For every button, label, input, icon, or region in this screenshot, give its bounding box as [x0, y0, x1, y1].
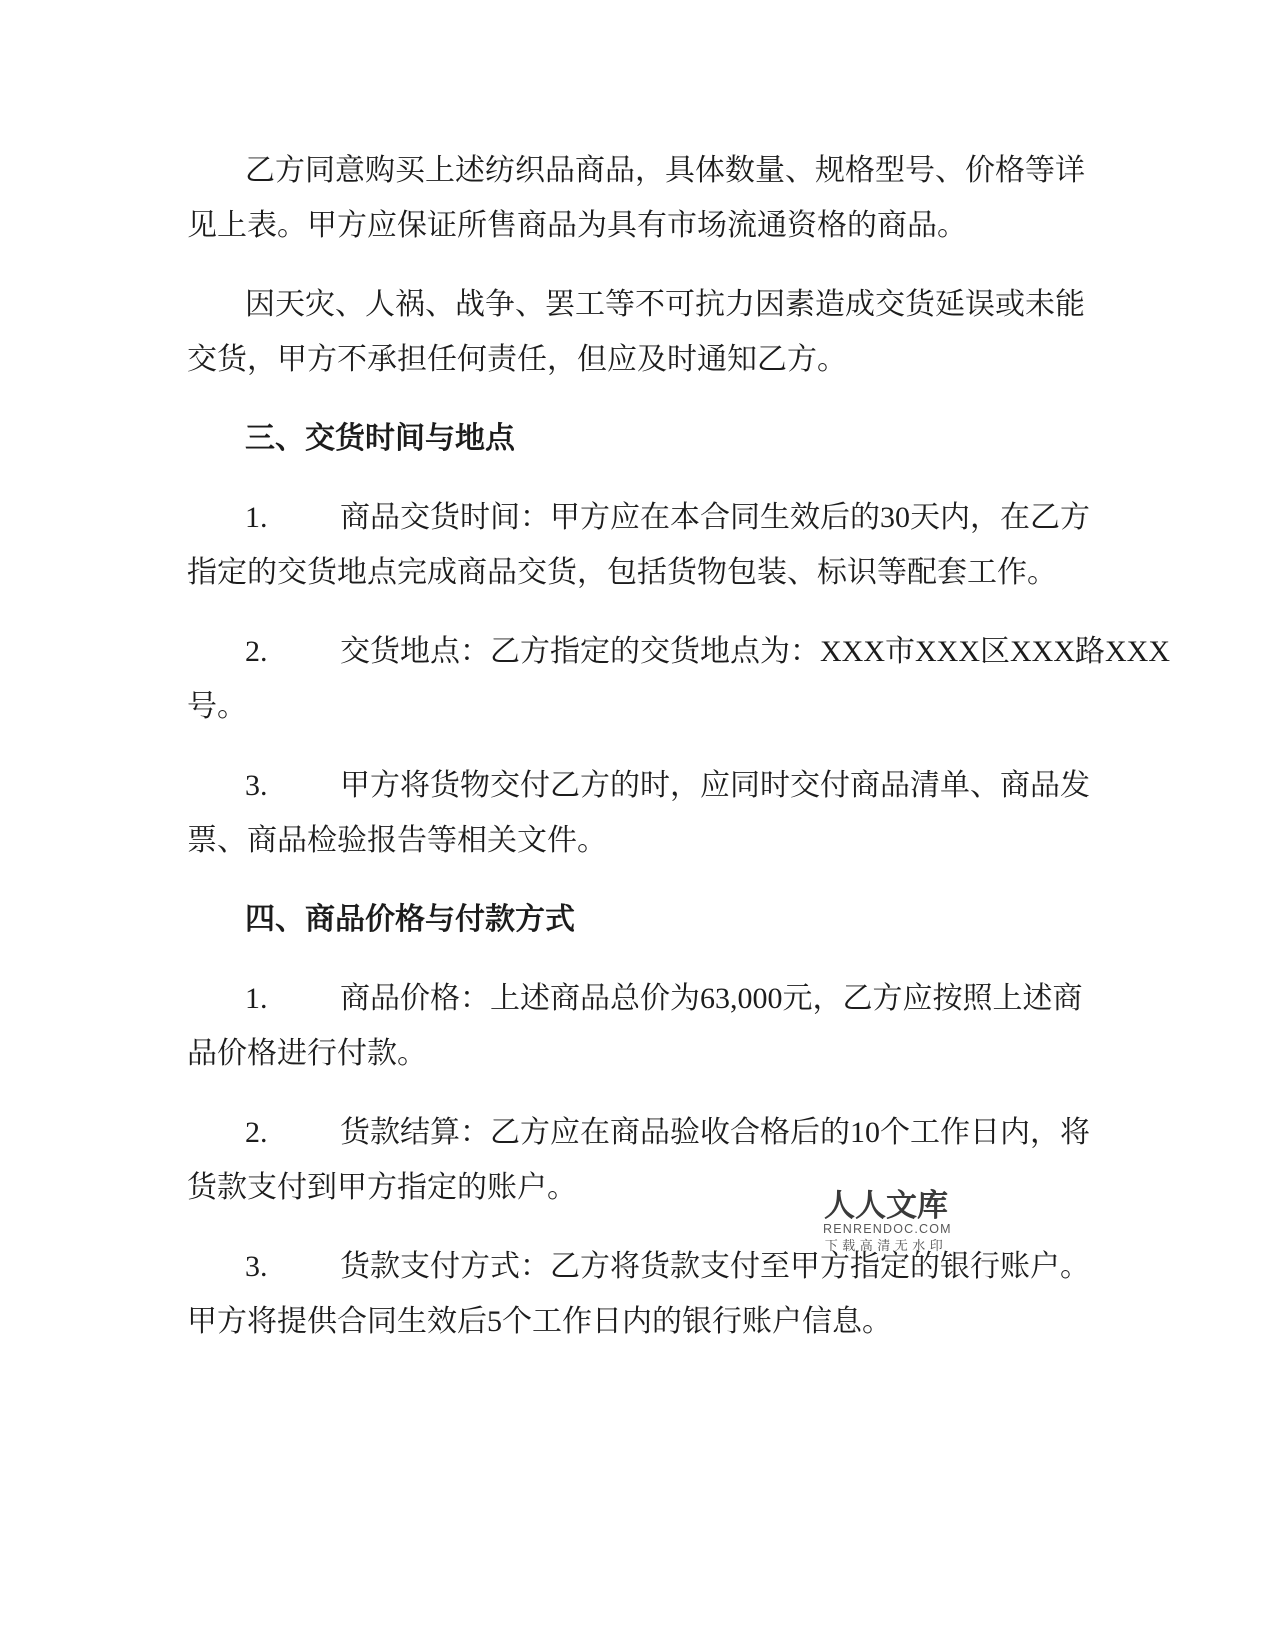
watermark-site-url: RENRENDOC.COM: [823, 1222, 952, 1236]
list-number: 3.: [245, 769, 268, 802]
list-item-first-line: [187, 971, 1089, 1026]
list-item-text: 货款结算：乙方应在商品验收合格后的10个工作日内，将: [340, 1116, 1090, 1149]
watermark: [823, 1188, 952, 1253]
list-item-text: 交货地点：乙方指定的交货地点为：XXX市XXX区XXX路XXX: [340, 635, 1170, 668]
list-item-text: 货款支付方式：乙方将货款支付至甲方指定的银行账户。: [340, 1250, 1090, 1283]
list-item-settlement: [187, 1105, 1089, 1215]
list-number: 3.: [245, 1250, 268, 1283]
watermark-logo-text: 人人文库: [824, 1188, 948, 1223]
list-item-continuation: 指定的交货地点完成商品交货，包括货物包装、标识等配套工作。: [187, 556, 1057, 589]
list-item-first-line: [187, 624, 1170, 679]
section-heading-delivery: [187, 411, 1089, 466]
list-item-first-line: [187, 1239, 1089, 1294]
list-item-continuation: 货款支付到甲方指定的账户。: [187, 1171, 577, 1204]
list-item-price: [187, 971, 1089, 1081]
list-number: 2.: [245, 635, 268, 668]
list-item-payment-method: [187, 1239, 1089, 1349]
section-heading-text: 四、商品价格与付款方式: [245, 903, 575, 936]
list-item-first-line: [187, 490, 1089, 545]
section-heading-text: 三、交货时间与地点: [245, 422, 515, 455]
list-item-delivery-documents: [187, 758, 1089, 868]
list-item-continuation: 甲方将提供合同生效后5个工作日内的银行账户信息。: [187, 1305, 892, 1338]
list-number: 1.: [245, 982, 268, 1015]
paragraph-line: 因天灾、人祸、战争、罢工等不可抗力因素造成交货延误或未能: [245, 288, 1085, 321]
list-number: 2.: [245, 1116, 268, 1149]
paragraph-force-majeure: [187, 277, 1089, 387]
paragraph-line: 乙方同意购买上述纺织品商品，具体数量、规格型号、价格等详: [245, 154, 1085, 187]
paragraph-agreement: [187, 143, 1089, 253]
list-item-first-line: [187, 758, 1089, 813]
section-heading-price-payment: [187, 892, 1089, 947]
list-item-first-line: [187, 1105, 1089, 1160]
paragraph-line: 见上表。甲方应保证所售商品为具有市场流通资格的商品。: [187, 209, 967, 242]
list-item-text: 商品交货时间：甲方应在本合同生效后的30天内，在乙方: [340, 501, 1090, 534]
paragraph-line: 交货，甲方不承担任何责任，但应及时通知乙方。: [187, 343, 847, 376]
list-item-delivery-time: [187, 490, 1089, 600]
list-item-continuation: 票、商品检验报告等相关文件。: [187, 824, 607, 857]
list-item-text: 甲方将货物交付乙方的时，应同时交付商品清单、商品发: [340, 769, 1090, 802]
list-item-delivery-place: [187, 624, 1170, 734]
list-item-continuation: 品价格进行付款。: [187, 1037, 427, 1070]
watermark-tagline: 下载高清无水印: [824, 1238, 948, 1253]
list-item-continuation: 号。: [187, 690, 247, 723]
list-item-text: 商品价格：上述商品总价为63,000元，乙方应按照上述商: [340, 982, 1083, 1015]
list-number: 1.: [245, 501, 268, 534]
contract-body: [187, 143, 1170, 1373]
